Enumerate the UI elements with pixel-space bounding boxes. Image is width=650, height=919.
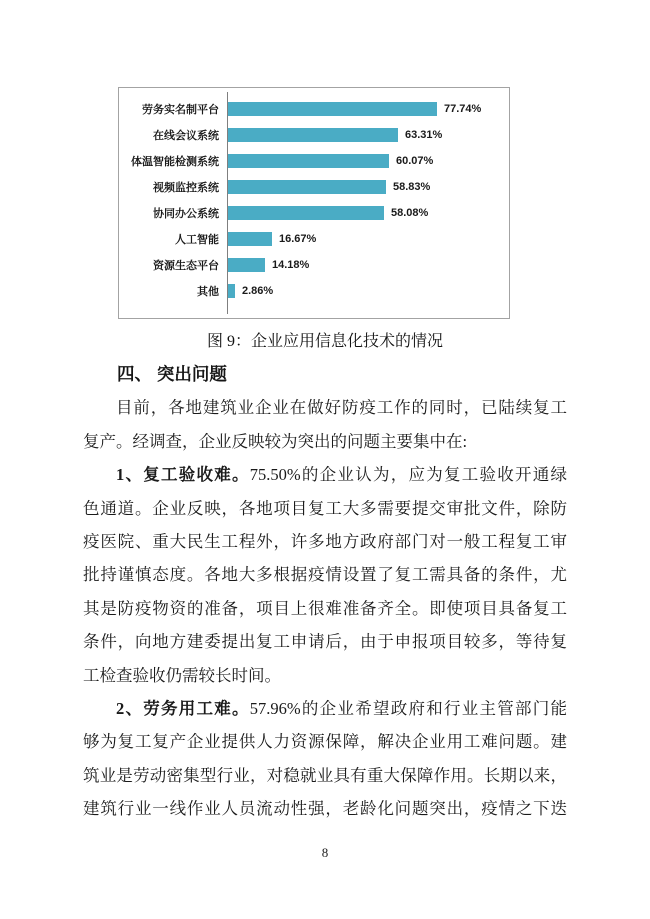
chart-value-label: 60.07% (396, 155, 434, 167)
chart-value-label: 2.86% (242, 285, 274, 297)
body-text-line (83, 792, 567, 825)
paragraph-lines (83, 391, 567, 825)
chart-bar-row (119, 252, 509, 278)
chart-category-label: 视频监控系统 (153, 182, 219, 194)
body-text-line (83, 458, 567, 491)
chart-category-label: 体温智能检测系统 (131, 156, 219, 168)
chart-bar-row (119, 148, 509, 174)
chart-bar (227, 232, 272, 246)
chart-plot-area (119, 96, 509, 304)
chart-category-label: 协同办公系统 (153, 208, 219, 220)
chart-value-label: 16.67% (279, 233, 317, 245)
body-text-line (83, 592, 567, 625)
body-text-line (83, 425, 567, 458)
chart-value-label: 63.31% (405, 129, 443, 141)
figure-caption: 图 9：企业应用信息化技术的情况 (206, 333, 443, 350)
chart-bar-zone (227, 206, 509, 220)
text-run: 复产。经调查，企业反映较为突出的问题主要集中在: (83, 431, 468, 451)
body-text-line (83, 391, 567, 424)
chart-bar (227, 180, 386, 194)
chart-bar-row (119, 278, 509, 304)
text-run: 目前，各地建筑业企业在做好防疫工作的同时，已陆续复工 (116, 398, 567, 418)
section-heading: 四、 突出问题 (117, 364, 227, 384)
chart-bar-zone (227, 128, 509, 142)
chart-y-axis-line (227, 92, 228, 314)
text-run: 够为复工复产企业提供人力资源保障，解决企业用工难问题。建 (83, 732, 567, 752)
body-text-line (83, 759, 567, 792)
chart-value-label: 58.08% (391, 207, 429, 219)
text-run: 75.50%的企业认为，应为复工验收开通绿 (249, 465, 567, 485)
body-text (83, 358, 567, 826)
body-text-line (83, 525, 567, 558)
text-run: 疫医院、重大民生工程外，许多地方政府部门对一般工程复工审 (83, 532, 567, 552)
body-text-line (83, 492, 567, 525)
chart-category-label: 在线会议系统 (153, 130, 219, 142)
body-text-line (83, 659, 567, 692)
chart-bar-zone (227, 232, 509, 246)
chart-value-label: 14.18% (272, 259, 310, 271)
chart-bar-row (119, 96, 509, 122)
body-text-line (83, 625, 567, 658)
chart-bar-row (119, 174, 509, 200)
chart-value-label: 77.74% (444, 103, 482, 115)
chart-category-label: 劳务实名制平台 (142, 104, 219, 116)
text-run: 筑业是劳动密集型行业，对稳就业具有重大保障作用。长期以来， (83, 765, 567, 785)
chart-bar (227, 206, 384, 220)
chart-bar-row (119, 226, 509, 252)
text-run: 建筑行业一线作业人员流动性强，老龄化问题突出，疫情之下迭 (83, 799, 567, 819)
text-run: 条件，向地方建委提出复工申请后，由于申报项目较多，等待复 (83, 632, 567, 652)
chart-bar (227, 128, 398, 142)
text-run: 色通道。企业反映，各地项目复工大多需要提交审批文件，除防 (83, 498, 567, 518)
chart-bar (227, 102, 437, 116)
chart-bar-zone (227, 258, 509, 272)
chart-bar-zone (227, 180, 509, 194)
chart-bar (227, 284, 235, 298)
chart-bar-zone (227, 284, 509, 298)
chart-bar (227, 154, 389, 168)
body-text-line (83, 558, 567, 591)
body-text-line (83, 725, 567, 758)
chart-category-label: 其他 (197, 286, 219, 298)
chart-bar-row (119, 200, 509, 226)
bold-run: 1、复工验收难。 (116, 465, 250, 485)
chart-category-label: 人工智能 (175, 234, 219, 246)
page-number: 8 (321, 845, 329, 860)
chart-bar-zone (227, 102, 509, 116)
chart-value-label: 58.83% (393, 181, 431, 193)
chart-bar-row (119, 122, 509, 148)
text-run: 57.96%的企业希望政府和行业主管部门能 (249, 699, 567, 719)
bar-chart (118, 87, 510, 319)
body-text-line (83, 692, 567, 725)
chart-bar (227, 258, 265, 272)
text-run: 其是防疫物资的准备，项目上很难准备齐全。即使项目具备复工 (83, 598, 567, 618)
chart-bar-zone (227, 154, 509, 168)
text-run: 批持谨慎态度。各地大多根据疫情设置了复工需具备的条件，尤 (83, 565, 567, 585)
text-run: 工检查验收仍需较长时间。 (83, 665, 281, 685)
bold-run: 2、劳务用工难。 (116, 699, 250, 719)
chart-category-label: 资源生态平台 (153, 260, 219, 272)
